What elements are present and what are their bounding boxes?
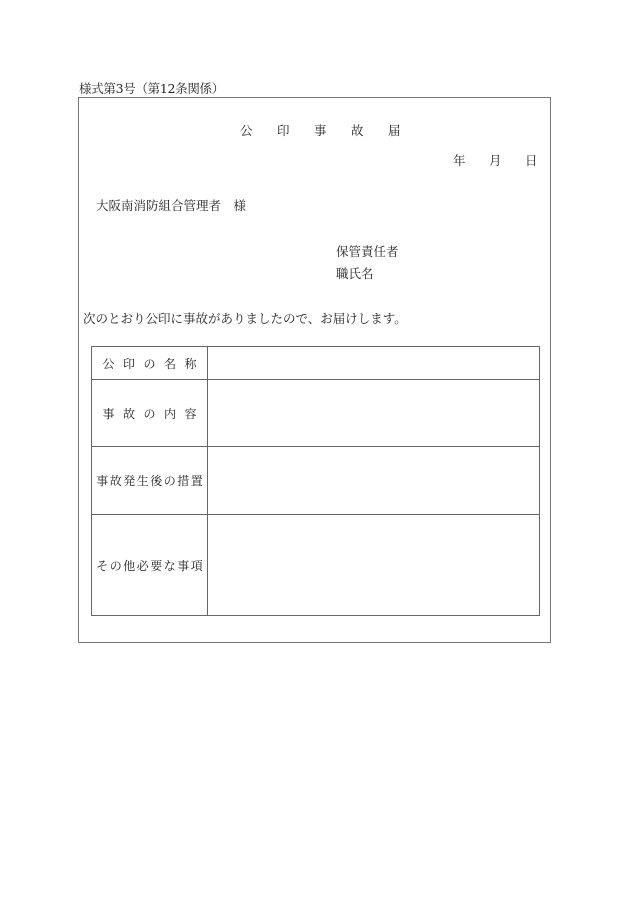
custodian-label: 保管責任者 bbox=[336, 244, 399, 259]
title-char: 届 bbox=[388, 123, 401, 138]
position-name-label: 職氏名 bbox=[336, 266, 374, 281]
notice-statement: 次のとおり公印に事故がありましたので、お届けします。 bbox=[83, 311, 407, 326]
incident-details-field[interactable] bbox=[208, 380, 540, 447]
title-char: 事 bbox=[314, 123, 327, 138]
row-label: 事故発生後の措置 bbox=[92, 447, 208, 515]
incident-table bbox=[91, 346, 540, 616]
title-char: 公 bbox=[240, 123, 253, 138]
title-char: 印 bbox=[277, 123, 290, 138]
table-row bbox=[92, 515, 540, 616]
title-char: 故 bbox=[351, 123, 364, 138]
addressee: 大阪南消防組合管理者 様 bbox=[96, 198, 247, 213]
date-day: 日 bbox=[525, 153, 538, 168]
date-line bbox=[453, 151, 561, 169]
table-row bbox=[92, 380, 540, 447]
row-label: その他必要な事項 bbox=[92, 515, 208, 616]
seal-name-field[interactable] bbox=[208, 347, 540, 380]
post-incident-measures-field[interactable] bbox=[208, 447, 540, 515]
table-row bbox=[92, 447, 540, 515]
row-label: 事故の内容 bbox=[92, 380, 208, 447]
date-year: 年 bbox=[453, 153, 466, 168]
form-number-label: 様式第3号（第12条関係） bbox=[79, 81, 224, 96]
document-title bbox=[240, 121, 425, 139]
other-matters-field[interactable] bbox=[208, 515, 540, 616]
table-row bbox=[92, 347, 540, 380]
date-month: 月 bbox=[489, 153, 502, 168]
row-label: 公印の名称 bbox=[92, 347, 208, 380]
